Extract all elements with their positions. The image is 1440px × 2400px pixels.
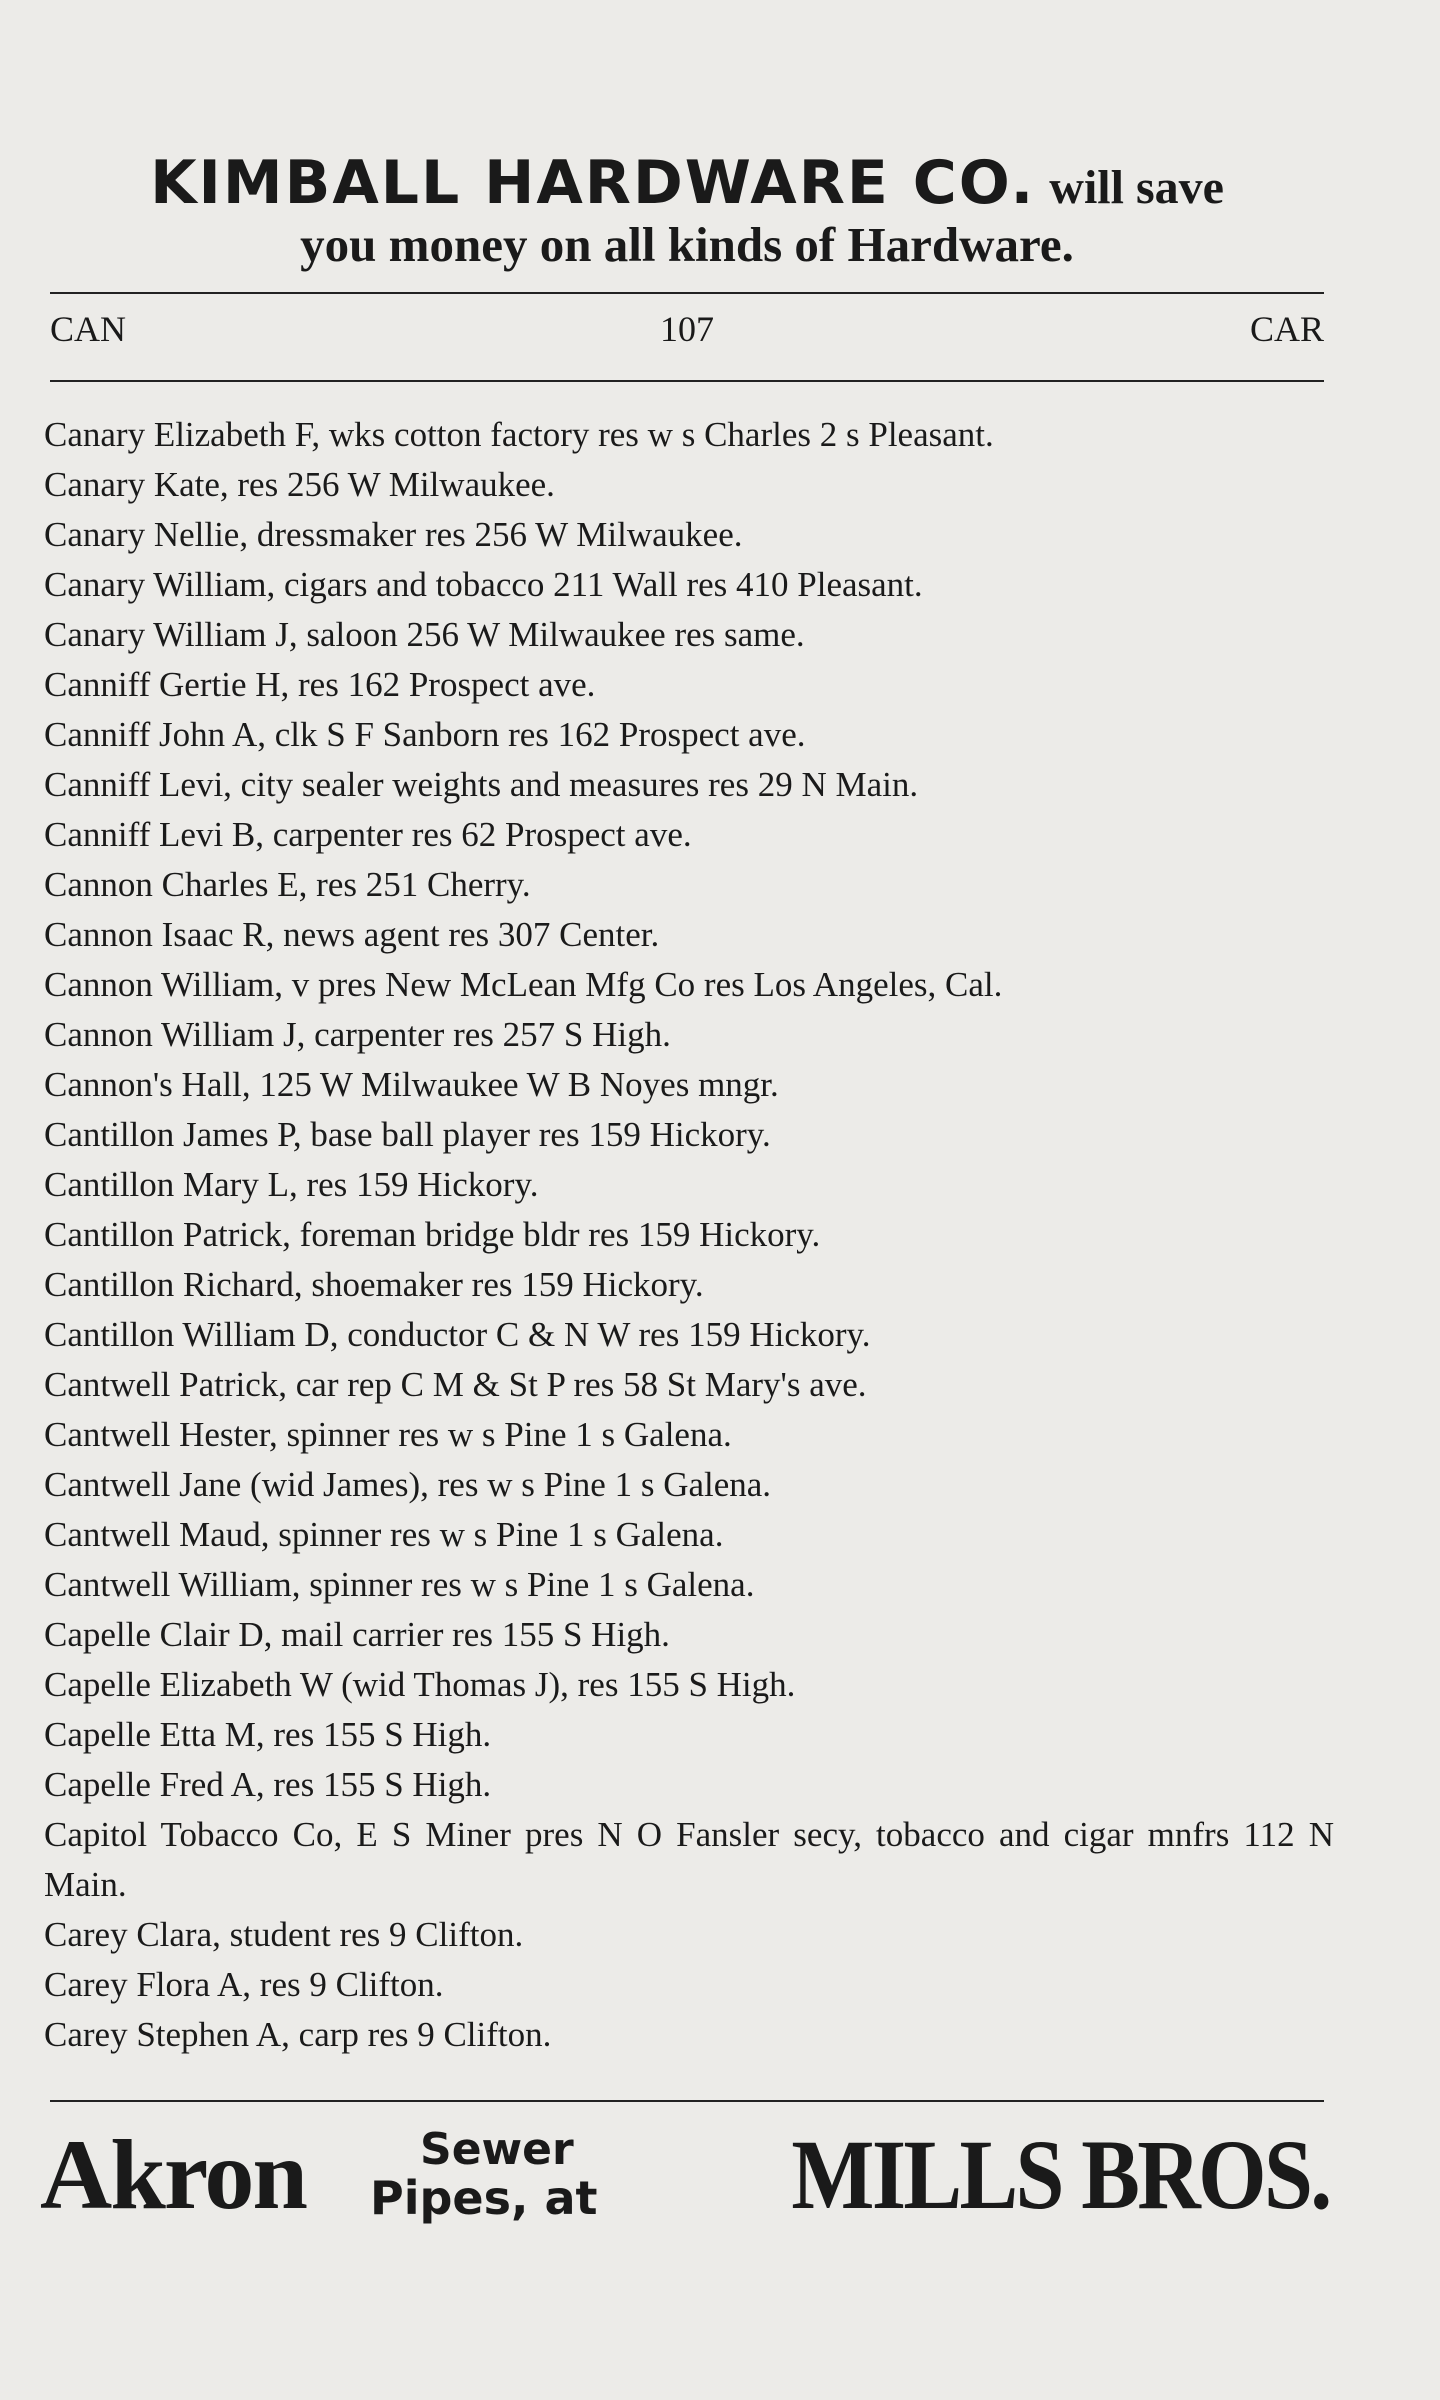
directory-entry: Cantwell Maud, spinner res w s Pine 1 s Galena. <box>44 1515 724 1554</box>
directory-entry: Cannon William, v pres New McLean Mfg Co res Los Angeles, Cal. <box>44 965 1003 1004</box>
header-ad-line-2: you money on all kinds of Hardware. <box>300 217 1074 272</box>
footer-ad-sewer-pipes <box>370 2124 598 2225</box>
directory-entry: Capelle Elizabeth W (wid Thomas J), res 155 S High. <box>44 1665 796 1704</box>
page-number: 107 <box>660 309 714 349</box>
directory-entry: Canniff Gertie H, res 162 Prospect ave. <box>44 665 596 704</box>
directory-entry: Cantwell Patrick, car rep C M & St P res 58 St Mary's ave. <box>44 1365 867 1404</box>
header-ad-line-1-tail: will save <box>1049 161 1224 214</box>
directory-entry: Capelle Clair D, mail carrier res 155 S High. <box>44 1615 670 1654</box>
directory-entry: Canary Kate, res 256 W Milwaukee. <box>44 465 555 504</box>
running-head-left: CAN <box>50 309 127 349</box>
directory-entry: Canary William, cigars and tobacco 211 Wall res 410 Pleasant. <box>44 565 923 604</box>
directory-entry: Cantillon Richard, shoemaker res 159 Hickory. <box>44 1265 704 1304</box>
directory-entry: Carey Clara, student res 9 Clifton. <box>44 1915 524 1954</box>
directory-entry: Carey Stephen A, carp res 9 Clifton. <box>44 2015 552 2054</box>
directory-entry: Cantillon James P, base ball player res 159 Hickory. <box>44 1115 771 1154</box>
directory-entry: Cannon Isaac R, news agent res 307 Center. <box>44 915 660 954</box>
footer-ad-mills-bros: MILLS BROS. <box>791 2119 1330 2230</box>
directory-entry: Canary Elizabeth F, wks cotton factory res w s Charles 2 s Pleasant. <box>44 415 994 454</box>
header-ad-line-1 <box>50 150 1324 216</box>
header-advertisement <box>50 150 1324 272</box>
directory-entry: Cantwell William, spinner res w s Pine 1 s Galena. <box>44 1565 755 1604</box>
directory-entry: Canniff John A, clk S F Sanborn res 162 Prospect ave. <box>44 715 806 754</box>
running-head-rule <box>50 380 1324 382</box>
directory-entry: Canary Nellie, dressmaker res 256 W Milwaukee. <box>44 515 743 554</box>
top-rule <box>50 292 1324 294</box>
footer-ad-sewer: Sewer <box>420 2124 574 2175</box>
directory-entry: Cantwell Hester, spinner res w s Pine 1 s Galena. <box>44 1415 732 1454</box>
directory-entry: Canniff Levi, city sealer weights and measures res 29 N Main. <box>44 765 919 804</box>
directory-entry: Cannon's Hall, 125 W Milwaukee W B Noyes mngr. <box>44 1065 779 1104</box>
directory-entry: Cannon Charles E, res 251 Cherry. <box>44 865 531 904</box>
directory-entry: Canary William J, saloon 256 W Milwaukee res same. <box>44 615 805 654</box>
directory-entry: Cantillon Mary L, res 159 Hickory. <box>44 1165 539 1204</box>
directory-entry: Cantillon Patrick, foreman bridge bldr res 159 Hickory. <box>44 1215 821 1254</box>
footer-rule <box>50 2100 1324 2102</box>
directory-entry: Cantillon William D, conductor C & N W res 159 Hickory. <box>44 1315 871 1354</box>
directory-entry: Canniff Levi B, carpenter res 62 Prospect ave. <box>44 815 692 854</box>
running-head <box>50 308 1324 358</box>
header-ad-brand: KIMBALL HARDWARE CO. <box>150 148 1036 218</box>
running-head-right: CAR <box>1249 309 1324 349</box>
directory-entry: Carey Flora A, res 9 Clifton. <box>44 1965 444 2004</box>
directory-entry: Capitol Tobacco Co, E S Miner pres N O Fansler secy, tobacco and cigar mnfrs 112 N Main. <box>44 1815 1334 1904</box>
directory-entry: Capelle Fred A, res 155 S High. <box>44 1765 492 1804</box>
footer-ad-akron: Akron <box>40 2119 307 2230</box>
directory-entry: Capelle Etta M, res 155 S High. <box>44 1715 492 1754</box>
directory-entry: Cantwell Jane (wid James), res w s Pine 1 s Galena. <box>44 1465 772 1504</box>
directory-entry: Cannon William J, carpenter res 257 S High. <box>44 1015 671 1054</box>
directory-entries <box>44 410 1334 2060</box>
footer-ad-pipes-at: Pipes, at <box>370 2171 598 2225</box>
footer-advertisement <box>40 2120 1330 2240</box>
